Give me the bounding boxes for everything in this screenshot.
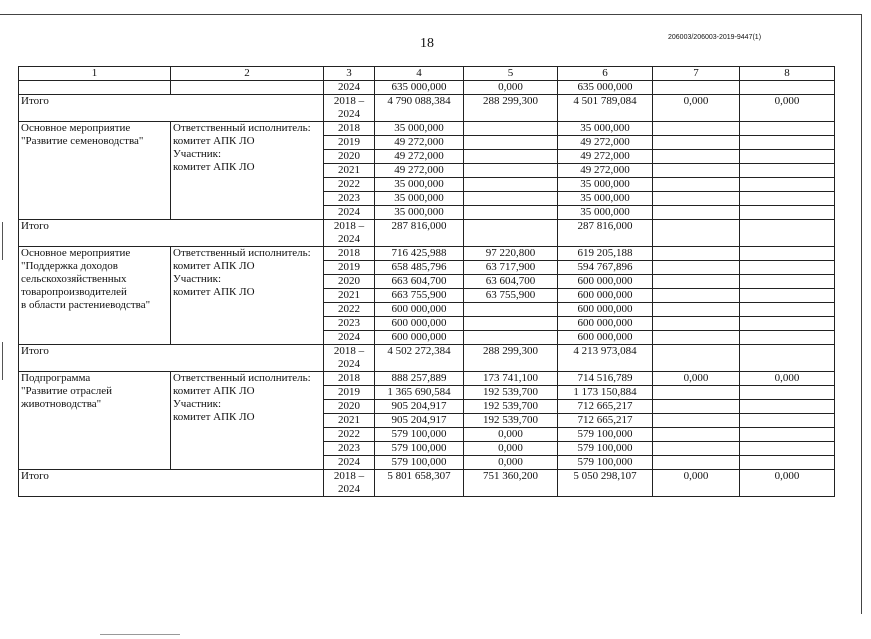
municipal-cell: [653, 414, 740, 428]
event-name: Основное мероприятие "Поддержка доходов сельскохозяйственных товаропроизводителей в области растениеводства": [19, 247, 171, 345]
year-cell: 2024: [324, 81, 375, 95]
total-label: Итого: [19, 220, 324, 247]
total-cell: 1 365 690,584: [375, 386, 464, 400]
year-cell: 2019: [324, 261, 375, 275]
subprogram-name: Подпрограмма "Развитие отраслей животноводства": [19, 372, 171, 470]
federal-cell: [464, 331, 558, 345]
year-cell: 2023: [324, 317, 375, 331]
municipal-cell: [653, 303, 740, 317]
federal-cell: 0,000: [464, 456, 558, 470]
total-cell: 600 000,000: [375, 331, 464, 345]
year-cell: 2024: [324, 206, 375, 220]
year-cell: 2018: [324, 122, 375, 136]
other-cell: [740, 456, 835, 470]
federal-cell: [464, 206, 558, 220]
year-cell: 2024: [324, 456, 375, 470]
regional-cell: 579 100,000: [558, 428, 653, 442]
regional-cell: 712 665,217: [558, 400, 653, 414]
other-cell: [740, 442, 835, 456]
regional-cell: 287 816,000: [558, 220, 653, 247]
table-row: [19, 81, 835, 95]
scan-edge-mark: [2, 222, 3, 260]
municipal-cell: [653, 428, 740, 442]
regional-cell: 4 213 973,084: [558, 345, 653, 372]
total-cell: 579 100,000: [375, 428, 464, 442]
other-cell: [740, 164, 835, 178]
federal-cell: 192 539,700: [464, 414, 558, 428]
total-cell: 287 816,000: [375, 220, 464, 247]
column-header: 3: [324, 67, 375, 81]
municipal-cell: 0,000: [653, 372, 740, 386]
table-row: [19, 95, 835, 122]
municipal-cell: [653, 247, 740, 261]
municipal-cell: [653, 400, 740, 414]
executor-cell: Ответственный исполнитель: комитет АПК ЛО Участник: комитет АПК ЛО: [171, 372, 324, 470]
other-cell: [740, 122, 835, 136]
regional-cell: 35 000,000: [558, 178, 653, 192]
total-cell: 905 204,917: [375, 414, 464, 428]
regional-cell: 712 665,217: [558, 414, 653, 428]
year-cell: 2021: [324, 164, 375, 178]
executor-cell: Ответственный исполнитель: комитет АПК ЛО Участник: комитет АПК ЛО: [171, 247, 324, 345]
other-cell: [740, 81, 835, 95]
municipal-cell: [653, 331, 740, 345]
other-cell: [740, 414, 835, 428]
regional-cell: 35 000,000: [558, 192, 653, 206]
other-cell: [740, 303, 835, 317]
regional-cell: 4 501 789,084: [558, 95, 653, 122]
total-label: Итого: [19, 470, 324, 497]
total-cell: 888 257,889: [375, 372, 464, 386]
year-cell: 2023: [324, 192, 375, 206]
municipal-cell: [653, 192, 740, 206]
other-cell: [740, 136, 835, 150]
municipal-cell: [653, 122, 740, 136]
other-cell: [740, 386, 835, 400]
total-cell: 35 000,000: [375, 122, 464, 136]
municipal-cell: 0,000: [653, 95, 740, 122]
municipal-cell: [653, 178, 740, 192]
federal-cell: 751 360,200: [464, 470, 558, 497]
column-header: 7: [653, 67, 740, 81]
municipal-cell: [653, 220, 740, 247]
regional-cell: 579 100,000: [558, 456, 653, 470]
year-cell: 2022: [324, 428, 375, 442]
scan-bottom-mark: [100, 634, 180, 635]
other-cell: [740, 220, 835, 247]
year-cell: 2021: [324, 414, 375, 428]
regional-cell: 619 205,188: [558, 247, 653, 261]
regional-cell: 49 272,000: [558, 150, 653, 164]
municipal-cell: [653, 317, 740, 331]
other-cell: [740, 247, 835, 261]
year-cell: 2020: [324, 275, 375, 289]
municipal-cell: [653, 81, 740, 95]
federal-cell: [464, 192, 558, 206]
table-row: [19, 220, 835, 247]
other-cell: [740, 345, 835, 372]
federal-cell: 63 604,700: [464, 275, 558, 289]
regional-cell: 600 000,000: [558, 289, 653, 303]
year-cell: 2018 – 2024: [324, 220, 375, 247]
federal-cell: [464, 303, 558, 317]
total-cell: 658 485,796: [375, 261, 464, 275]
other-cell: [740, 289, 835, 303]
other-cell: 0,000: [740, 95, 835, 122]
regional-cell: 635 000,000: [558, 81, 653, 95]
total-cell: 716 425,988: [375, 247, 464, 261]
federal-cell: 288 299,300: [464, 95, 558, 122]
page-top-rule: [0, 14, 861, 15]
municipal-cell: [653, 136, 740, 150]
municipal-cell: [653, 206, 740, 220]
federal-cell: [464, 122, 558, 136]
other-cell: [740, 150, 835, 164]
federal-cell: 173 741,100: [464, 372, 558, 386]
federal-cell: [464, 220, 558, 247]
total-cell: 600 000,000: [375, 303, 464, 317]
total-label: Итого: [19, 95, 324, 122]
total-cell: 579 100,000: [375, 456, 464, 470]
table-row: [19, 122, 835, 136]
column-header: 6: [558, 67, 653, 81]
year-cell: 2022: [324, 303, 375, 317]
total-label: Итого: [19, 345, 324, 372]
municipal-cell: [653, 164, 740, 178]
regional-cell: 579 100,000: [558, 442, 653, 456]
federal-cell: 192 539,700: [464, 400, 558, 414]
other-cell: 0,000: [740, 372, 835, 386]
federal-cell: 0,000: [464, 442, 558, 456]
column-header: 8: [740, 67, 835, 81]
table-row: [19, 345, 835, 372]
federal-cell: [464, 136, 558, 150]
year-cell: 2020: [324, 400, 375, 414]
municipal-cell: [653, 386, 740, 400]
total-cell: 635 000,000: [375, 81, 464, 95]
municipal-cell: [653, 345, 740, 372]
total-cell: 579 100,000: [375, 442, 464, 456]
regional-cell: 600 000,000: [558, 331, 653, 345]
other-cell: [740, 400, 835, 414]
event-name: Основное мероприятие "Развитие семеноводства": [19, 122, 171, 220]
municipal-cell: [653, 261, 740, 275]
scan-edge-mark: [2, 342, 3, 380]
total-cell: 49 272,000: [375, 150, 464, 164]
total-cell: 35 000,000: [375, 206, 464, 220]
year-cell: 2023: [324, 442, 375, 456]
column-header: 2: [171, 67, 324, 81]
column-header: 1: [19, 67, 171, 81]
year-cell: 2018: [324, 247, 375, 261]
document-id: 206003/206003-2019-9447(1): [668, 34, 762, 41]
event-cell: [19, 81, 171, 95]
federal-cell: 288 299,300: [464, 345, 558, 372]
regional-cell: 5 050 298,107: [558, 470, 653, 497]
year-cell: 2018: [324, 372, 375, 386]
total-cell: 600 000,000: [375, 317, 464, 331]
municipal-cell: 0,000: [653, 470, 740, 497]
federal-cell: 63 717,900: [464, 261, 558, 275]
year-cell: 2019: [324, 386, 375, 400]
total-cell: 4 502 272,384: [375, 345, 464, 372]
municipal-cell: [653, 289, 740, 303]
total-cell: 35 000,000: [375, 192, 464, 206]
municipal-cell: [653, 275, 740, 289]
total-cell: 905 204,917: [375, 400, 464, 414]
regional-cell: 49 272,000: [558, 136, 653, 150]
total-cell: 5 801 658,307: [375, 470, 464, 497]
municipal-cell: [653, 150, 740, 164]
federal-cell: [464, 150, 558, 164]
federal-cell: 0,000: [464, 81, 558, 95]
table-row: [19, 372, 835, 386]
federal-cell: 192 539,700: [464, 386, 558, 400]
total-cell: 663 755,900: [375, 289, 464, 303]
other-cell: [740, 206, 835, 220]
other-cell: [740, 275, 835, 289]
regional-cell: 600 000,000: [558, 275, 653, 289]
municipal-cell: [653, 442, 740, 456]
other-cell: [740, 331, 835, 345]
regional-cell: 35 000,000: [558, 206, 653, 220]
total-cell: 49 272,000: [375, 164, 464, 178]
federal-cell: [464, 164, 558, 178]
regional-cell: 600 000,000: [558, 303, 653, 317]
federal-cell: [464, 178, 558, 192]
year-cell: 2021: [324, 289, 375, 303]
regional-cell: 714 516,789: [558, 372, 653, 386]
year-cell: 2024: [324, 331, 375, 345]
regional-cell: 49 272,000: [558, 164, 653, 178]
page-number: 18: [420, 36, 434, 51]
total-cell: 35 000,000: [375, 178, 464, 192]
federal-cell: 63 755,900: [464, 289, 558, 303]
federal-cell: 97 220,800: [464, 247, 558, 261]
other-cell: 0,000: [740, 470, 835, 497]
regional-cell: 594 767,896: [558, 261, 653, 275]
other-cell: [740, 317, 835, 331]
financing-table: [18, 66, 835, 497]
municipal-cell: [653, 456, 740, 470]
table-header-row: [19, 67, 835, 81]
other-cell: [740, 192, 835, 206]
other-cell: [740, 261, 835, 275]
federal-cell: 0,000: [464, 428, 558, 442]
table-row: [19, 470, 835, 497]
table-row: [19, 247, 835, 261]
year-cell: 2018 – 2024: [324, 95, 375, 122]
executor-cell: Ответственный исполнитель: комитет АПК ЛО Участник: комитет АПК ЛО: [171, 122, 324, 220]
regional-cell: 35 000,000: [558, 122, 653, 136]
column-header: 5: [464, 67, 558, 81]
total-cell: 49 272,000: [375, 136, 464, 150]
year-cell: 2020: [324, 150, 375, 164]
page-right-rule: [861, 14, 862, 614]
regional-cell: 1 173 150,884: [558, 386, 653, 400]
total-cell: 663 604,700: [375, 275, 464, 289]
other-cell: [740, 428, 835, 442]
year-cell: 2022: [324, 178, 375, 192]
other-cell: [740, 178, 835, 192]
federal-cell: [464, 317, 558, 331]
year-cell: 2018 – 2024: [324, 470, 375, 497]
regional-cell: 600 000,000: [558, 317, 653, 331]
executor-cell: [171, 81, 324, 95]
total-cell: 4 790 088,384: [375, 95, 464, 122]
year-cell: 2019: [324, 136, 375, 150]
column-header: 4: [375, 67, 464, 81]
year-cell: 2018 – 2024: [324, 345, 375, 372]
